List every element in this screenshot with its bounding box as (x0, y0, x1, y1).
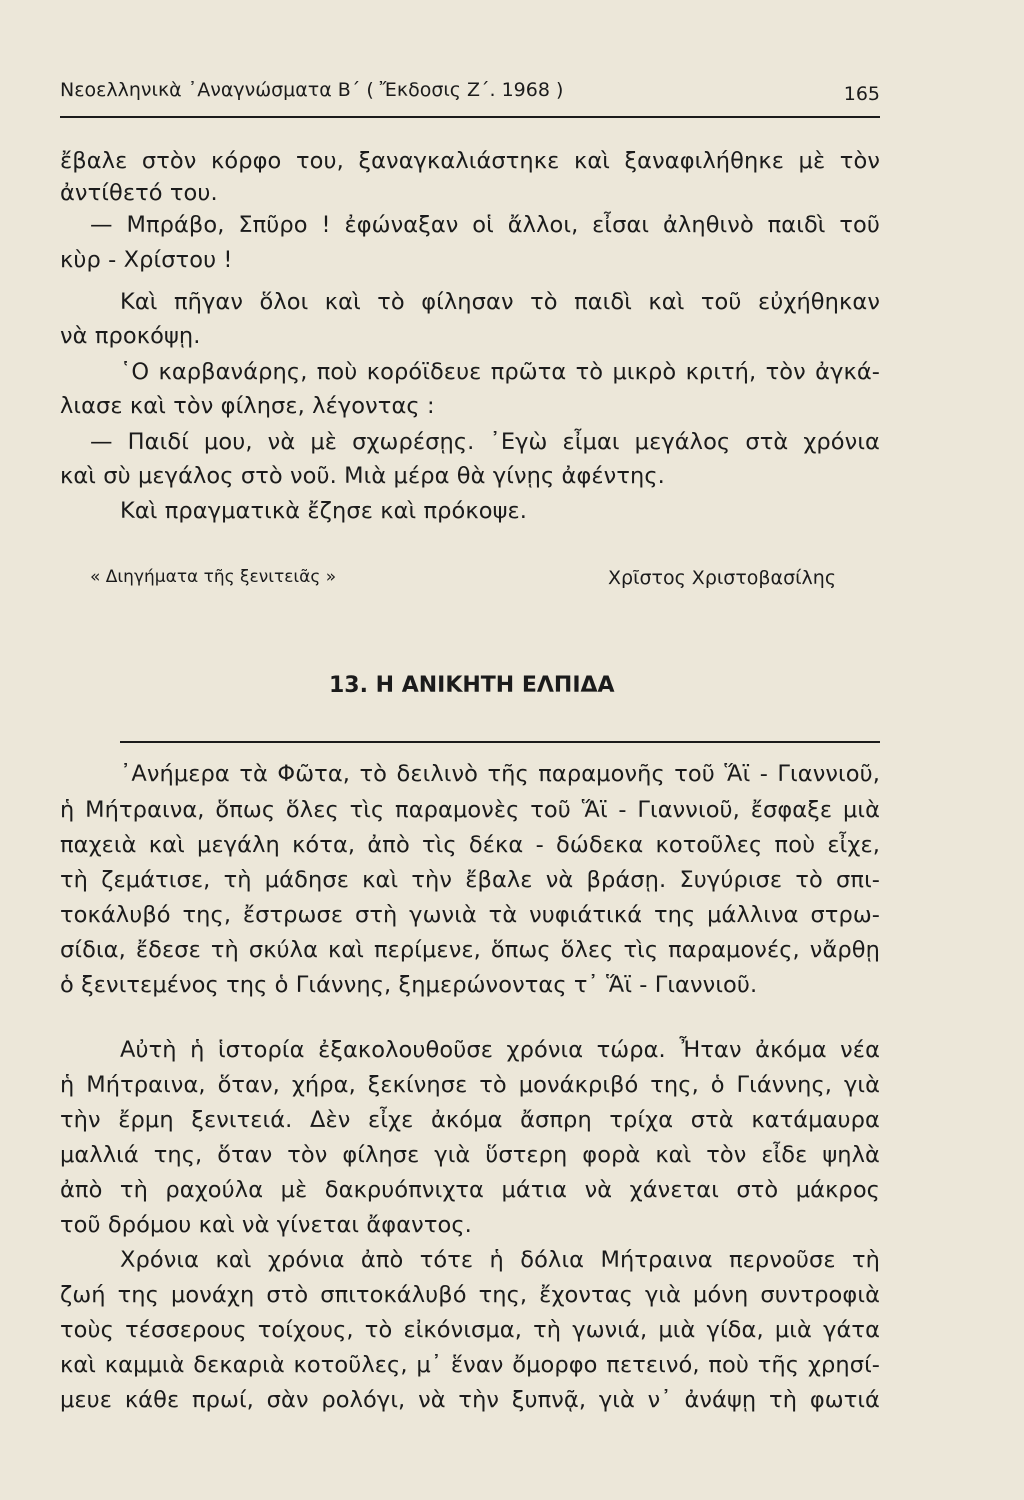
text-line: παχειὰ καὶ μεγάλη κότα, ἀπὸ τὶς δέκα - δώδεκα κοτοῦλες ποὺ εἶχε, (60, 832, 880, 858)
text-line: λιασε καὶ τὸν φίλησε, λέγοντας : (60, 393, 435, 419)
text-line: ᾿Ανήμερα τὰ Φῶτα, τὸ δειλινὸ τῆς παραμονῆς τοῦ Ἅϊ - Γιαννιοῦ, (120, 761, 880, 787)
text-line: ῾Ο καρβανάρης, ποὺ κορόϊδευε πρῶτα τὸ μικρὸ κριτή, τὸν ἀγκά- (120, 359, 880, 385)
text-line: ζωή της μονάχη στὸ σπιτοκάλυβό της, ἔχοντας γιὰ μόνη συντροφιὰ (60, 1282, 880, 1308)
text-line: κὺρ - Χρίστου ! (60, 247, 233, 273)
text-line: Καὶ πῆγαν ὅλοι καὶ τὸ φίλησαν τὸ παιδὶ καὶ τοῦ εὐχήθηκαν (120, 289, 880, 315)
text-line: ἀντίθετό του. (60, 180, 218, 206)
text-line: καὶ καμμιὰ δεκαριὰ κοτοῦλες, μ᾿ ἕναν ὄμορφο πετεινό, ποὺ τῆς χρησί- (60, 1352, 880, 1378)
text-line: καὶ σὺ μεγάλος στὸ νοῦ. Μιὰ μέρα θὰ γίνῃς ἀφέντης. (60, 463, 665, 489)
citation-author: Χρῖστος Χριστοβασίλης (608, 567, 836, 589)
text-line: Καὶ πραγματικὰ ἔζησε καὶ πρόκοψε. (120, 498, 528, 524)
text-line: Αὐτὴ ἡ ἱστορία ἐξακολουθοῦσε χρόνια τώρα. Ἦταν ἀκόμα νέα (120, 1037, 880, 1063)
header-title: Νεοελληνικὰ ᾿Αναγνώσματα Β΄ ( Ἔκδοσις Ζ΄. 1968 ) (60, 79, 564, 101)
header-rule (60, 116, 880, 118)
text-line: — Μπράβο, Σπῦρο ! ἐφώναξαν οἱ ἄλλοι, εἶσαι ἀληθινὸ παιδὶ τοῦ (90, 212, 880, 238)
text-line: Χρόνια καὶ χρόνια ἀπὸ τότε ἡ δόλια Μήτραινα περνοῦσε τὴ (120, 1247, 880, 1273)
text-line: τὴ ζεμάτισε, τὴ μάδησε καὶ τὴν ἔβαλε νὰ βράσῃ. Συγύρισε τὸ σπι- (60, 867, 880, 893)
text-line: νὰ προκόψῃ. (60, 323, 201, 349)
text-line: ἀπὸ τὴ ραχούλα μὲ δακρυόπνιχτα μάτια νὰ χάνεται στὸ μάκρος (60, 1177, 880, 1203)
text-line: μαλλιά της, ὅταν τὸν φίλησε γιὰ ὕστερη φορὰ καὶ τὸν εἶδε ψηλὰ (60, 1142, 880, 1168)
text-line: ὁ ξενιτεμένος της ὁ Γιάννης, ξημερώνοντας τ᾿ Ἅϊ - Γιαννιοῦ. (60, 972, 758, 998)
section-rule (120, 741, 880, 743)
text-line: τοὺς τέσσερους τοίχους, τὸ εἰκόνισμα, τὴ γωνιά, μιὰ γίδα, μιὰ γάτα (60, 1317, 880, 1343)
text-line: — Παιδί μου, νὰ μὲ σχωρέσῃς. ᾿Εγὼ εἶμαι μεγάλος στὰ χρόνια (90, 429, 880, 455)
text-line: μευε κάθε πρωί, σὰν ρολόγι, νὰ τὴν ξυπνᾷ, γιὰ ν᾿ ἀνάψῃ τὴ φωτιά (60, 1387, 880, 1413)
text-line: ἡ Μήτραινα, ὅπως ὅλες τὶς παραμονὲς τοῦ Ἅϊ - Γιαννιοῦ, ἔσφαξε μιὰ (60, 797, 880, 823)
citation-source: « Διηγήματα τῆς ξενιτειᾶς » (90, 567, 337, 587)
text-line: ἡ Μήτραινα, ὅταν, χήρα, ξεκίνησε τὸ μονάκριβό της, ὁ Γιάννης, γιὰ (60, 1072, 880, 1098)
text-line: τοῦ δρόμου καὶ νὰ γίνεται ἄφαντος. (60, 1212, 472, 1238)
text-line: τὴν ἔρμη ξενιτειά. Δὲν εἶχε ἀκόμα ἄσπρη τρίχα στὰ κατάμαυρα (60, 1107, 880, 1133)
page-number: 165 (843, 83, 880, 105)
section-title: 13. Η ΑΝΙΚΗΤΗ ΕΛΠΙΔΑ (329, 673, 615, 698)
text-line: σίδια, ἔδεσε τὴ σκύλα καὶ περίμενε, ὅπως ὅλες τὶς παραμονές, νἄρθῃ (60, 937, 880, 963)
text-line: ἔβαλε στὸν κόρφο του, ξαναγκαλιάστηκε καὶ ξαναφιλήθηκε μὲ τὸν (60, 148, 880, 174)
text-line: τοκάλυβό της, ἔστρωσε στὴ γωνιὰ τὰ νυφιάτικά της μάλλινα στρω- (60, 902, 880, 928)
